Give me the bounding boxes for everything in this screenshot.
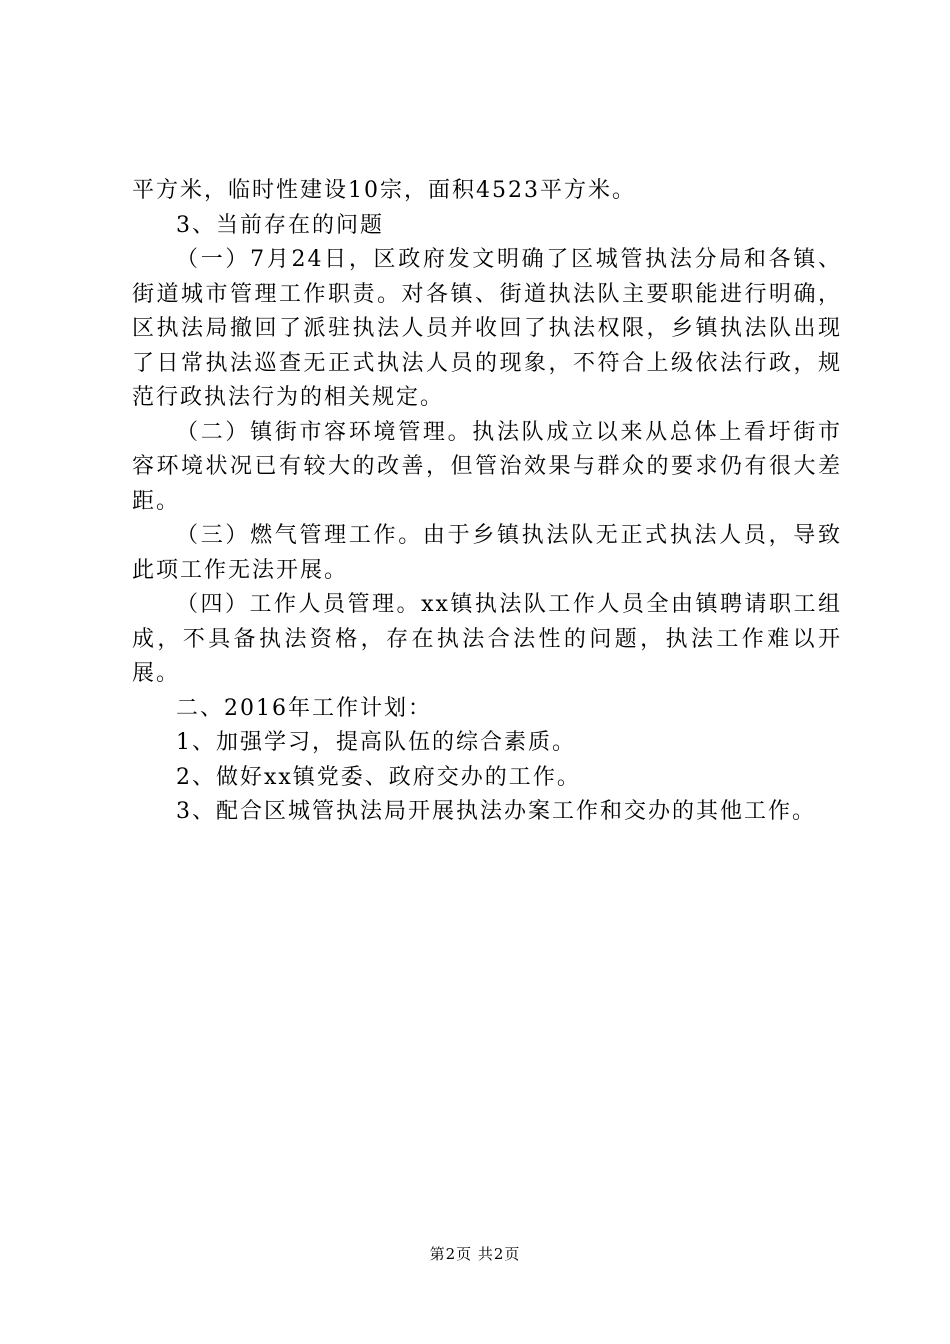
page-number: 第2页 共2页	[429, 1245, 521, 1263]
plan-item-3: 3、配合区城管执法局开展执法办案工作和交办的其他工作。	[176, 799, 816, 824]
plan-item-2: 2、做好xx镇党委、政府交办的工作。	[176, 764, 581, 790]
page-footer	[0, 1244, 950, 1264]
plan-item-1: 1、加强学习，提高队伍的综合素质。	[176, 730, 576, 755]
paragraph-area-summary: 平方米，临时性建设10宗，面积4523平方米。	[132, 178, 636, 203]
heading-2016-plan: 二、2016年工作计划：	[176, 695, 432, 721]
paragraph-problem-2: （二）镇街市容环境管理。执法队成立以来从总体上看圩街市容环境状况已有较大的改善，但管治效果与群众的要求仍有很大差距。	[132, 419, 842, 514]
document-body	[132, 174, 842, 830]
paragraph-problem-3: （三）燃气管理工作。由于乡镇执法队无正式执法人员，导致此项工作无法开展。	[132, 523, 842, 583]
heading-current-problems: 3、当前存在的问题	[176, 212, 384, 238]
paragraph-problem-4: （四）工作人员管理。xx镇执法队工作人员全由镇聘请职工组成，不具备执法资格，存在执法合法性的问题，执法工作难以开展。	[132, 592, 842, 686]
paragraph-problem-1: （一）7月24日，区政府发文明确了区城管执法分局和各镇、街道城市管理工作职责。对各镇、街道执法队主要职能进行明确，区执法局撤回了派驻执法人员并收回了执法权限，乡镇执法队出现了日常执法巡查无正式执法人员的现象，不符合上级依法行政，规范行政执法行为的相关规定。	[132, 247, 842, 410]
